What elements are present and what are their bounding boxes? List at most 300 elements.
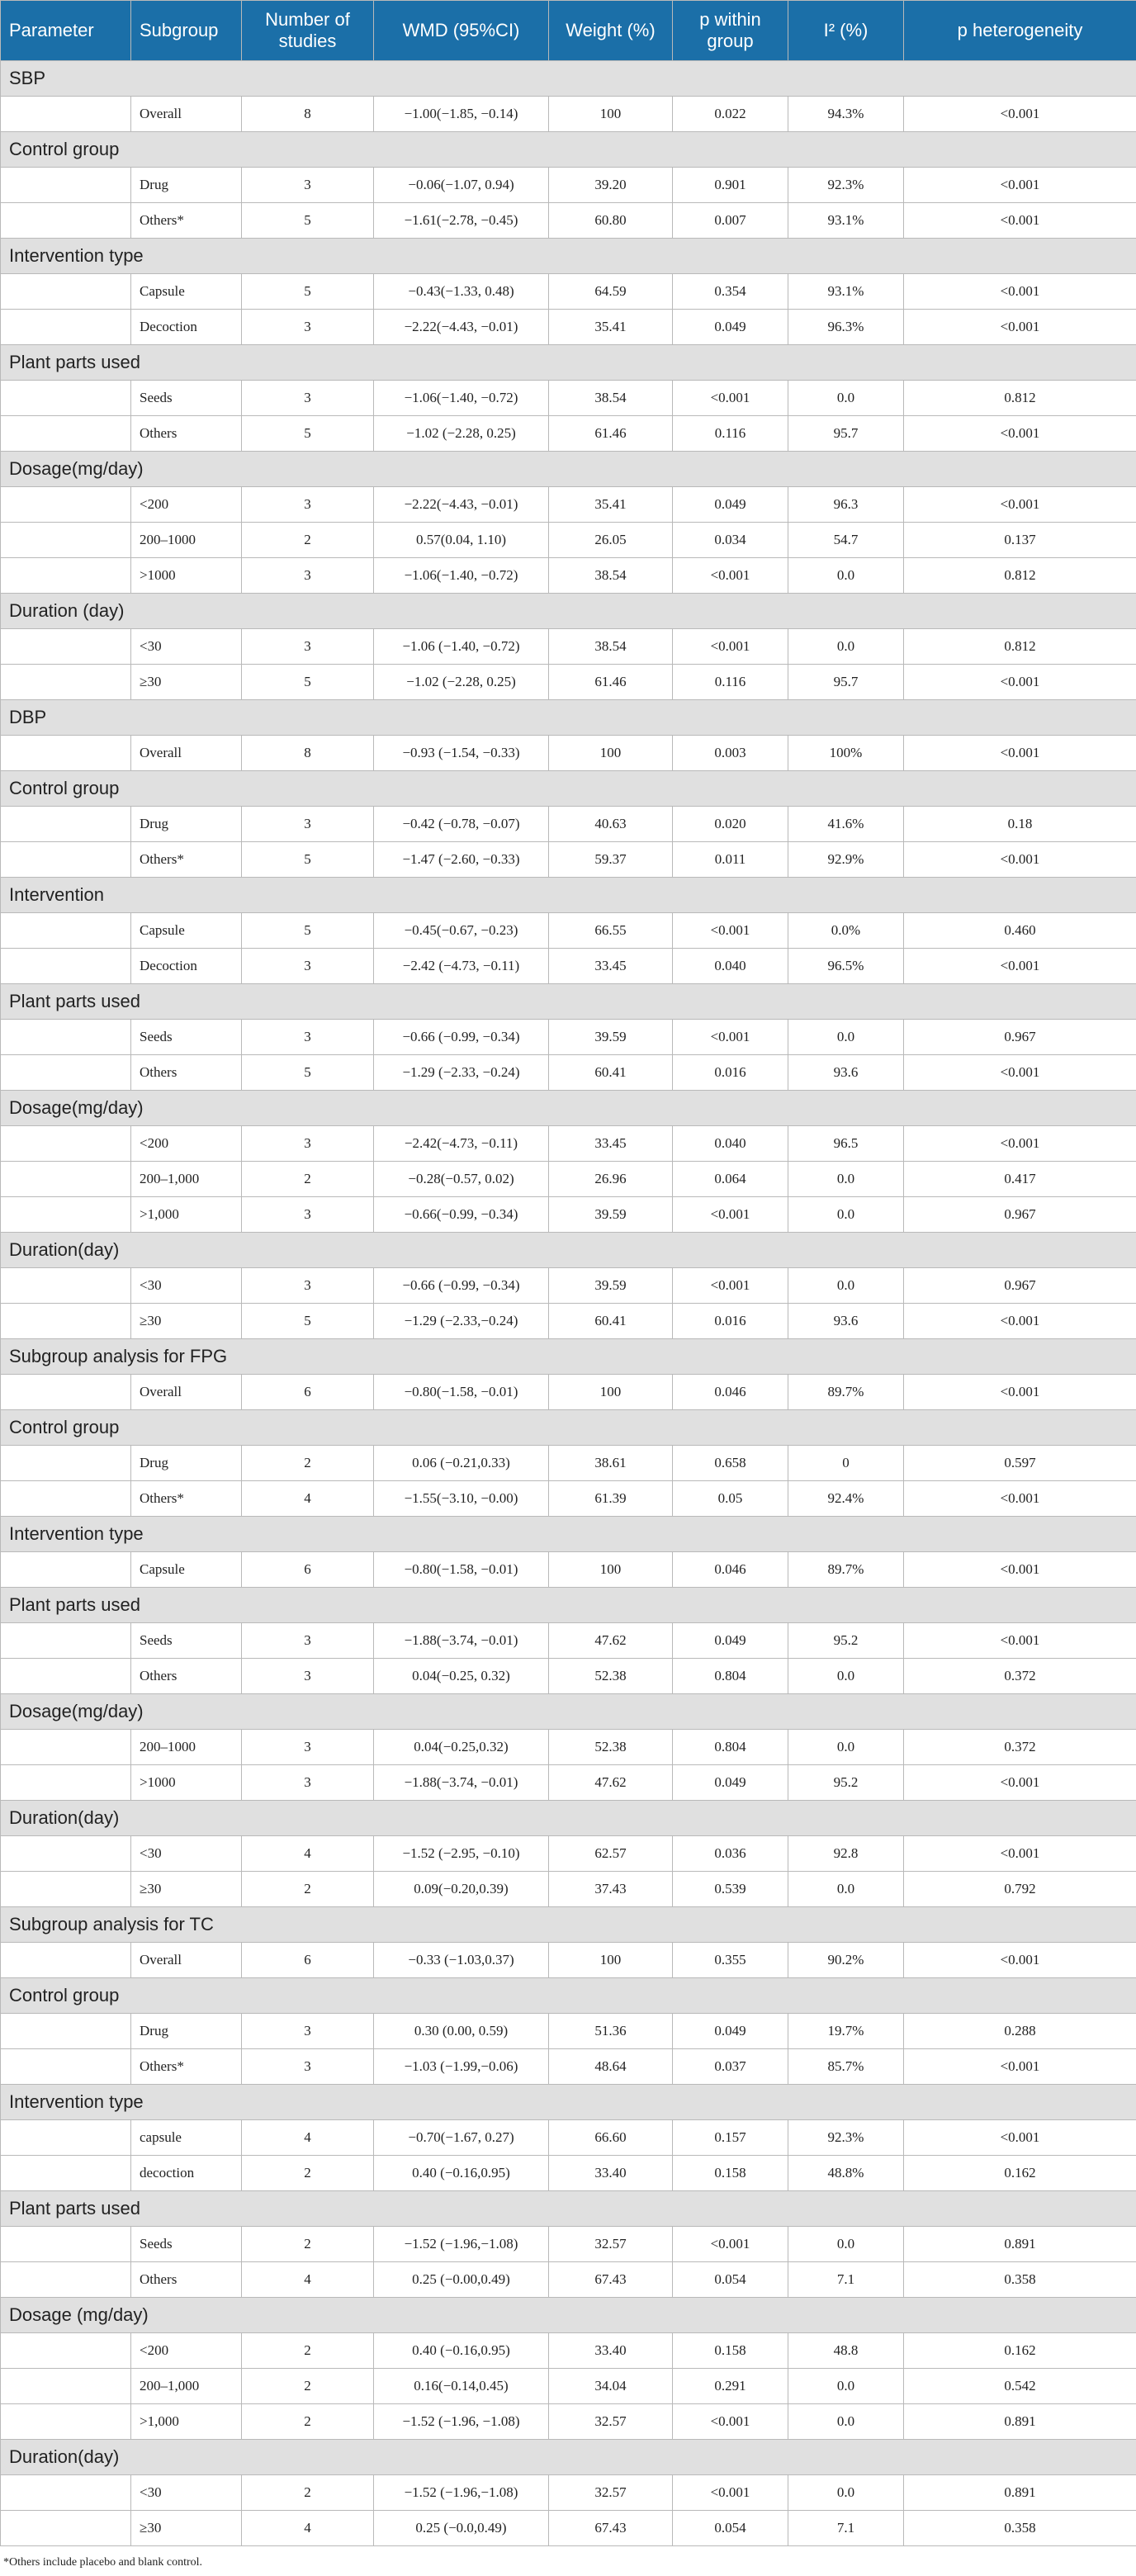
subgroup-cell: Drug <box>131 1446 242 1481</box>
wmd-cell: −0.45(−0.67, −0.23) <box>374 913 549 949</box>
weight-cell: 33.40 <box>549 2333 673 2369</box>
subgroup-cell: Decoction <box>131 310 242 345</box>
section-title: SBP <box>1 61 1136 97</box>
weight-cell: 59.37 <box>549 842 673 878</box>
parameter-cell-empty <box>1 1446 131 1481</box>
subgroup-cell: Seeds <box>131 2227 242 2262</box>
weight-cell: 39.59 <box>549 1268 673 1304</box>
p-heterogeneity-cell: <0.001 <box>904 1836 1136 1872</box>
p-within-cell: 0.054 <box>673 2511 788 2546</box>
p-heterogeneity-cell: 0.967 <box>904 1020 1136 1055</box>
section-header-row <box>1 1517 1136 1552</box>
table-row <box>1 1481 1136 1517</box>
wmd-cell: −0.80(−1.58, −0.01) <box>374 1552 549 1588</box>
table-row <box>1 523 1136 558</box>
header-wmd: WMD (95%CI) <box>374 1 549 61</box>
wmd-cell: −1.29 (−2.33, −0.24) <box>374 1055 549 1091</box>
table-row <box>1 949 1136 984</box>
subgroup-cell: 200–1000 <box>131 523 242 558</box>
table-row <box>1 1268 1136 1304</box>
i-squared-cell: 95.2 <box>788 1765 904 1801</box>
wmd-cell: 0.25 (−0.00,0.49) <box>374 2262 549 2298</box>
studies-cell: 5 <box>242 842 374 878</box>
p-heterogeneity-cell: <0.001 <box>904 842 1136 878</box>
studies-cell: 6 <box>242 1375 374 1410</box>
i-squared-cell: 93.6 <box>788 1304 904 1339</box>
i-squared-cell: 89.7% <box>788 1375 904 1410</box>
studies-cell: 3 <box>242 381 374 416</box>
studies-cell: 4 <box>242 2120 374 2156</box>
i-squared-cell: 7.1 <box>788 2511 904 2546</box>
section-header-row <box>1 1801 1136 1836</box>
p-within-cell: 0.049 <box>673 487 788 523</box>
p-heterogeneity-cell: <0.001 <box>904 416 1136 452</box>
p-within-cell: 0.049 <box>673 2014 788 2049</box>
p-within-cell: 0.354 <box>673 274 788 310</box>
p-within-cell: 0.658 <box>673 1446 788 1481</box>
p-heterogeneity-cell: <0.001 <box>904 1943 1136 1978</box>
section-header-row <box>1 1091 1136 1126</box>
section-header-row <box>1 1978 1136 2014</box>
p-heterogeneity-cell: <0.001 <box>904 203 1136 239</box>
parameter-cell-empty <box>1 487 131 523</box>
p-heterogeneity-cell: 0.891 <box>904 2404 1136 2440</box>
p-heterogeneity-cell: <0.001 <box>904 2049 1136 2085</box>
wmd-cell: −0.66 (−0.99, −0.34) <box>374 1268 549 1304</box>
wmd-cell: −1.02 (−2.28, 0.25) <box>374 665 549 700</box>
section-header-row <box>1 1588 1136 1623</box>
section-title: Dosage(mg/day) <box>1 1694 1136 1730</box>
header-number-of-studies: Number of studies <box>242 1 374 61</box>
weight-cell: 100 <box>549 1552 673 1588</box>
i-squared-cell: 41.6% <box>788 807 904 842</box>
studies-cell: 6 <box>242 1552 374 1588</box>
weight-cell: 39.20 <box>549 168 673 203</box>
table-row <box>1 203 1136 239</box>
subgroup-cell: Drug <box>131 807 242 842</box>
subgroup-cell: Capsule <box>131 274 242 310</box>
p-within-cell: 0.016 <box>673 1055 788 1091</box>
i-squared-cell: 0.0 <box>788 1730 904 1765</box>
weight-cell: 61.46 <box>549 665 673 700</box>
subgroup-cell: Others* <box>131 1481 242 1517</box>
wmd-cell: 0.57(0.04, 1.10) <box>374 523 549 558</box>
header-p-within-group: p within group <box>673 1 788 61</box>
subgroup-cell: ≥30 <box>131 2511 242 2546</box>
weight-cell: 38.54 <box>549 629 673 665</box>
p-within-cell: 0.034 <box>673 523 788 558</box>
studies-cell: 5 <box>242 913 374 949</box>
p-within-cell: 0.046 <box>673 1375 788 1410</box>
header-p-heterogeneity: p heterogeneity <box>904 1 1136 61</box>
i-squared-cell: 7.1 <box>788 2262 904 2298</box>
i-squared-cell: 85.7% <box>788 2049 904 2085</box>
subgroup-cell: Overall <box>131 736 242 771</box>
section-title: Subgroup analysis for FPG <box>1 1339 1136 1375</box>
wmd-cell: 0.30 (0.00, 0.59) <box>374 2014 549 2049</box>
studies-cell: 3 <box>242 1197 374 1233</box>
weight-cell: 60.41 <box>549 1304 673 1339</box>
wmd-cell: −1.29 (−2.33,−0.24) <box>374 1304 549 1339</box>
i-squared-cell: 100% <box>788 736 904 771</box>
wmd-cell: −1.06 (−1.40, −0.72) <box>374 629 549 665</box>
studies-cell: 2 <box>242 523 374 558</box>
weight-cell: 26.96 <box>549 1162 673 1197</box>
i-squared-cell: 0.0 <box>788 1162 904 1197</box>
section-title: Plant parts used <box>1 984 1136 1020</box>
p-heterogeneity-cell: 0.162 <box>904 2333 1136 2369</box>
studies-cell: 4 <box>242 1481 374 1517</box>
i-squared-cell: 92.4% <box>788 1481 904 1517</box>
weight-cell: 39.59 <box>549 1020 673 1055</box>
studies-cell: 4 <box>242 2262 374 2298</box>
parameter-cell-empty <box>1 416 131 452</box>
studies-cell: 3 <box>242 1659 374 1694</box>
subgroup-cell: Others <box>131 416 242 452</box>
parameter-cell-empty <box>1 736 131 771</box>
section-header-row <box>1 771 1136 807</box>
table-row <box>1 1197 1136 1233</box>
section-title: Plant parts used <box>1 1588 1136 1623</box>
section-title: Control group <box>1 132 1136 168</box>
table-row <box>1 1375 1136 1410</box>
subgroup-cell: >1,000 <box>131 1197 242 1233</box>
weight-cell: 40.63 <box>549 807 673 842</box>
table-row <box>1 913 1136 949</box>
subgroup-cell: 200–1,000 <box>131 1162 242 1197</box>
p-within-cell: 0.037 <box>673 2049 788 2085</box>
parameter-cell-empty <box>1 381 131 416</box>
weight-cell: 100 <box>549 1943 673 1978</box>
table-row <box>1 1552 1136 1588</box>
table-row <box>1 2156 1136 2191</box>
p-within-cell: 0.804 <box>673 1730 788 1765</box>
p-heterogeneity-cell: 0.18 <box>904 807 1136 842</box>
i-squared-cell: 92.8 <box>788 1836 904 1872</box>
p-heterogeneity-cell: <0.001 <box>904 949 1136 984</box>
parameter-cell-empty <box>1 2014 131 2049</box>
section-title: Plant parts used <box>1 345 1136 381</box>
subgroup-cell: <30 <box>131 2475 242 2511</box>
section-header-row <box>1 452 1136 487</box>
studies-cell: 5 <box>242 665 374 700</box>
p-within-cell: 0.804 <box>673 1659 788 1694</box>
subgroup-cell: Others <box>131 1659 242 1694</box>
subgroup-cell: <200 <box>131 487 242 523</box>
table-row <box>1 416 1136 452</box>
p-heterogeneity-cell: <0.001 <box>904 274 1136 310</box>
table-row <box>1 1304 1136 1339</box>
section-header-row <box>1 1233 1136 1268</box>
parameter-cell-empty <box>1 1836 131 1872</box>
section-header-row <box>1 700 1136 736</box>
p-within-cell: 0.003 <box>673 736 788 771</box>
parameter-cell-empty <box>1 203 131 239</box>
weight-cell: 37.43 <box>549 1872 673 1907</box>
i-squared-cell: 93.1% <box>788 203 904 239</box>
i-squared-cell: 0.0 <box>788 1268 904 1304</box>
p-within-cell: 0.049 <box>673 310 788 345</box>
header-row <box>1 1 1136 61</box>
p-heterogeneity-cell: <0.001 <box>904 736 1136 771</box>
i-squared-cell: 0.0 <box>788 381 904 416</box>
wmd-cell: −0.43(−1.33, 0.48) <box>374 274 549 310</box>
parameter-cell-empty <box>1 949 131 984</box>
studies-cell: 2 <box>242 2156 374 2191</box>
i-squared-cell: 95.7 <box>788 665 904 700</box>
parameter-cell-empty <box>1 1375 131 1410</box>
studies-cell: 3 <box>242 2049 374 2085</box>
subgroup-cell: <30 <box>131 629 242 665</box>
p-heterogeneity-cell: <0.001 <box>904 1304 1136 1339</box>
weight-cell: 64.59 <box>549 274 673 310</box>
weight-cell: 61.39 <box>549 1481 673 1517</box>
i-squared-cell: 0.0 <box>788 2475 904 2511</box>
studies-cell: 6 <box>242 1943 374 1978</box>
section-header-row <box>1 2191 1136 2227</box>
p-within-cell: 0.040 <box>673 949 788 984</box>
section-header-row <box>1 878 1136 913</box>
p-within-cell: 0.539 <box>673 1872 788 1907</box>
p-within-cell: <0.001 <box>673 558 788 594</box>
p-heterogeneity-cell: 0.542 <box>904 2369 1136 2404</box>
wmd-cell: −2.22(−4.43, −0.01) <box>374 487 549 523</box>
parameter-cell-empty <box>1 1481 131 1517</box>
section-title: Control group <box>1 1410 1136 1446</box>
section-header-row <box>1 1907 1136 1943</box>
p-within-cell: <0.001 <box>673 1268 788 1304</box>
subgroup-cell: Seeds <box>131 1020 242 1055</box>
i-squared-cell: 0.0 <box>788 2404 904 2440</box>
studies-cell: 4 <box>242 1836 374 1872</box>
p-heterogeneity-cell: 0.812 <box>904 558 1136 594</box>
p-heterogeneity-cell: 0.372 <box>904 1659 1136 1694</box>
wmd-cell: −1.06(−1.40, −0.72) <box>374 558 549 594</box>
section-title: Intervention <box>1 878 1136 913</box>
p-within-cell: 0.157 <box>673 2120 788 2156</box>
i-squared-cell: 92.3% <box>788 168 904 203</box>
subgroup-cell: Seeds <box>131 1623 242 1659</box>
section-title: DBP <box>1 700 1136 736</box>
section-header-row <box>1 132 1136 168</box>
section-title: Plant parts used <box>1 2191 1136 2227</box>
parameter-cell-empty <box>1 1730 131 1765</box>
p-heterogeneity-cell: <0.001 <box>904 1623 1136 1659</box>
subgroup-cell: Drug <box>131 2014 242 2049</box>
p-heterogeneity-cell: 0.792 <box>904 1872 1136 1907</box>
i-squared-cell: 54.7 <box>788 523 904 558</box>
weight-cell: 34.04 <box>549 2369 673 2404</box>
parameter-cell-empty <box>1 2404 131 2440</box>
wmd-cell: −0.66(−0.99, −0.34) <box>374 1197 549 1233</box>
p-within-cell: 0.116 <box>673 665 788 700</box>
table-row <box>1 1446 1136 1481</box>
table-row <box>1 2369 1136 2404</box>
subgroup-cell: ≥30 <box>131 665 242 700</box>
i-squared-cell: 92.9% <box>788 842 904 878</box>
i-squared-cell: 96.5% <box>788 949 904 984</box>
subgroup-cell: >1000 <box>131 1765 242 1801</box>
i-squared-cell: 19.7% <box>788 2014 904 2049</box>
parameter-cell-empty <box>1 2156 131 2191</box>
studies-cell: 3 <box>242 1126 374 1162</box>
i-squared-cell: 0.0 <box>788 1659 904 1694</box>
studies-cell: 3 <box>242 807 374 842</box>
wmd-cell: −1.06(−1.40, −0.72) <box>374 381 549 416</box>
studies-cell: 3 <box>242 558 374 594</box>
wmd-cell: 0.16(−0.14,0.45) <box>374 2369 549 2404</box>
p-within-cell: <0.001 <box>673 1020 788 1055</box>
studies-cell: 8 <box>242 736 374 771</box>
weight-cell: 32.57 <box>549 2227 673 2262</box>
studies-cell: 3 <box>242 310 374 345</box>
i-squared-cell: 92.3% <box>788 2120 904 2156</box>
table-row <box>1 2262 1136 2298</box>
p-heterogeneity-cell: <0.001 <box>904 1552 1136 1588</box>
weight-cell: 48.64 <box>549 2049 673 2085</box>
section-header-row <box>1 2085 1136 2120</box>
table-row <box>1 807 1136 842</box>
wmd-cell: −1.52 (−2.95, −0.10) <box>374 1836 549 1872</box>
studies-cell: 3 <box>242 1268 374 1304</box>
subgroup-cell: 200–1,000 <box>131 2369 242 2404</box>
weight-cell: 35.41 <box>549 487 673 523</box>
p-heterogeneity-cell: <0.001 <box>904 1055 1136 1091</box>
p-heterogeneity-cell: <0.001 <box>904 1481 1136 1517</box>
wmd-cell: −0.80(−1.58, −0.01) <box>374 1375 549 1410</box>
weight-cell: 52.38 <box>549 1659 673 1694</box>
p-heterogeneity-cell: 0.891 <box>904 2475 1136 2511</box>
section-title: Intervention type <box>1 239 1136 274</box>
parameter-cell-empty <box>1 807 131 842</box>
table-row <box>1 97 1136 132</box>
parameter-cell-empty <box>1 2262 131 2298</box>
p-within-cell: <0.001 <box>673 1197 788 1233</box>
weight-cell: 51.36 <box>549 2014 673 2049</box>
i-squared-cell: 0.0% <box>788 913 904 949</box>
parameter-cell-empty <box>1 1268 131 1304</box>
p-heterogeneity-cell: <0.001 <box>904 665 1136 700</box>
p-heterogeneity-cell: 0.358 <box>904 2262 1136 2298</box>
subgroup-cell: Capsule <box>131 1552 242 1588</box>
p-within-cell: 0.064 <box>673 1162 788 1197</box>
wmd-cell: −0.70(−1.67, 0.27) <box>374 2120 549 2156</box>
subgroup-cell: capsule <box>131 2120 242 2156</box>
weight-cell: 39.59 <box>549 1197 673 1233</box>
weight-cell: 62.57 <box>549 1836 673 1872</box>
table-row <box>1 168 1136 203</box>
wmd-cell: −0.93 (−1.54, −0.33) <box>374 736 549 771</box>
wmd-cell: −0.28(−0.57, 0.02) <box>374 1162 549 1197</box>
studies-cell: 2 <box>242 2404 374 2440</box>
subgroup-cell: Others <box>131 2262 242 2298</box>
p-heterogeneity-cell: 0.967 <box>904 1268 1136 1304</box>
p-within-cell: 0.291 <box>673 2369 788 2404</box>
wmd-cell: −2.42 (−4.73, −0.11) <box>374 949 549 984</box>
subgroup-cell: Overall <box>131 1375 242 1410</box>
studies-cell: 2 <box>242 2333 374 2369</box>
header-parameter: Parameter <box>1 1 131 61</box>
wmd-cell: −1.52 (−1.96,−1.08) <box>374 2227 549 2262</box>
wmd-cell: −0.33 (−1.03,0.37) <box>374 1943 549 1978</box>
wmd-cell: −1.88(−3.74, −0.01) <box>374 1623 549 1659</box>
subgroup-cell: Drug <box>131 168 242 203</box>
p-within-cell: <0.001 <box>673 913 788 949</box>
i-squared-cell: 96.3% <box>788 310 904 345</box>
studies-cell: 8 <box>242 97 374 132</box>
wmd-cell: 0.09(−0.20,0.39) <box>374 1872 549 1907</box>
i-squared-cell: 89.7% <box>788 1552 904 1588</box>
table-row <box>1 1623 1136 1659</box>
i-squared-cell: 0.0 <box>788 1872 904 1907</box>
p-heterogeneity-cell: <0.001 <box>904 2120 1136 2156</box>
table-body <box>1 61 1136 2546</box>
weight-cell: 33.45 <box>549 949 673 984</box>
wmd-cell: −1.52 (−1.96,−1.08) <box>374 2475 549 2511</box>
studies-cell: 3 <box>242 1020 374 1055</box>
weight-cell: 38.54 <box>549 558 673 594</box>
section-title: Duration(day) <box>1 2440 1136 2475</box>
section-header-row <box>1 594 1136 629</box>
parameter-cell-empty <box>1 2369 131 2404</box>
section-title: Intervention type <box>1 1517 1136 1552</box>
p-heterogeneity-cell: 0.137 <box>904 523 1136 558</box>
studies-cell: 5 <box>242 1304 374 1339</box>
table-row <box>1 629 1136 665</box>
table-row <box>1 2333 1136 2369</box>
p-within-cell: 0.040 <box>673 1126 788 1162</box>
p-heterogeneity-cell: 0.162 <box>904 2156 1136 2191</box>
studies-cell: 2 <box>242 1446 374 1481</box>
i-squared-cell: 94.3% <box>788 97 904 132</box>
parameter-cell-empty <box>1 1943 131 1978</box>
studies-cell: 3 <box>242 487 374 523</box>
table-footnote: *Others include placebo and blank control. <box>3 2556 203 2569</box>
section-header-row <box>1 2440 1136 2475</box>
i-squared-cell: 0 <box>788 1446 904 1481</box>
wmd-cell: 0.06 (−0.21,0.33) <box>374 1446 549 1481</box>
i-squared-cell: 0.0 <box>788 2227 904 2262</box>
weight-cell: 32.57 <box>549 2404 673 2440</box>
header-subgroup: Subgroup <box>131 1 242 61</box>
studies-cell: 3 <box>242 168 374 203</box>
section-header-row <box>1 1410 1136 1446</box>
parameter-cell-empty <box>1 1055 131 1091</box>
section-title: Subgroup analysis for TC <box>1 1907 1136 1943</box>
subgroup-cell: Overall <box>131 97 242 132</box>
p-within-cell: 0.020 <box>673 807 788 842</box>
i-squared-cell: 0.0 <box>788 1020 904 1055</box>
i-squared-cell: 95.2 <box>788 1623 904 1659</box>
p-heterogeneity-cell: 0.891 <box>904 2227 1136 2262</box>
wmd-cell: −2.42(−4.73, −0.11) <box>374 1126 549 1162</box>
table-row <box>1 1162 1136 1197</box>
header-i-squared: I² (%) <box>788 1 904 61</box>
parameter-cell-empty <box>1 1659 131 1694</box>
wmd-cell: −1.00(−1.85, −0.14) <box>374 97 549 132</box>
p-within-cell: 0.158 <box>673 2156 788 2191</box>
subgroup-cell: <200 <box>131 1126 242 1162</box>
section-header-row <box>1 984 1136 1020</box>
table-row <box>1 736 1136 771</box>
table-row <box>1 1765 1136 1801</box>
section-title: Dosage (mg/day) <box>1 2298 1136 2333</box>
table-row <box>1 1126 1136 1162</box>
parameter-cell-empty <box>1 665 131 700</box>
p-heterogeneity-cell: 0.812 <box>904 629 1136 665</box>
p-within-cell: 0.036 <box>673 1836 788 1872</box>
parameter-cell-empty <box>1 274 131 310</box>
